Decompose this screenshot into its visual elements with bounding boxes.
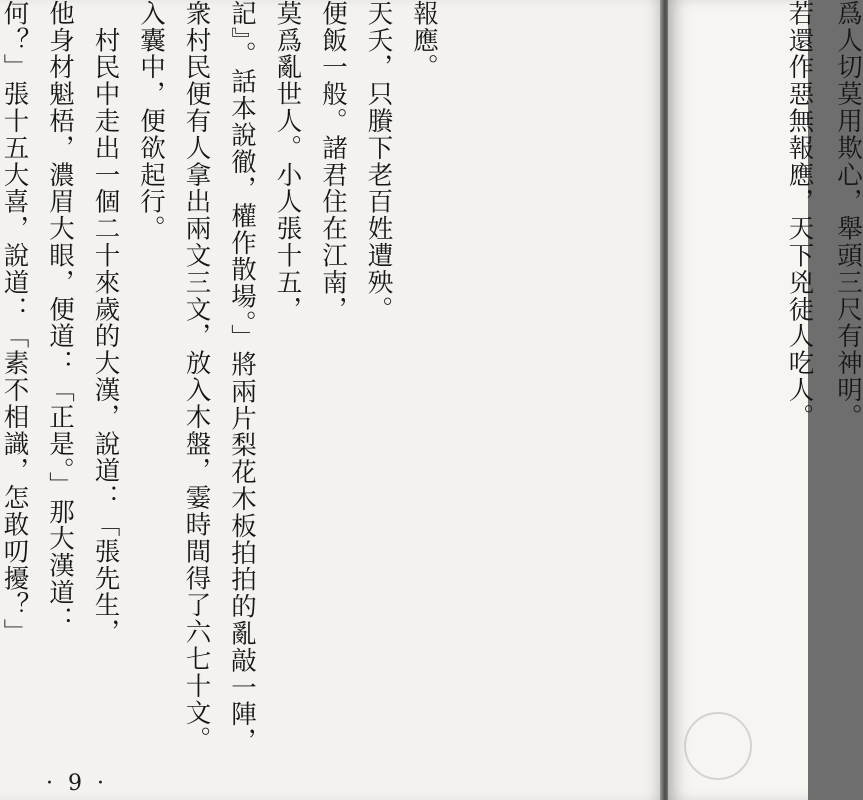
text-column: 記』。話本說徹，權作散場。」將兩片梨花木板拍拍的亂敲一陣， — [227, 0, 257, 755]
poem-column: 爲人切莫用欺心，舉頭三尺有神明。 — [833, 0, 863, 431]
watermark-seal — [684, 712, 752, 780]
text-column: 他身材魁梧，濃眉大眼，便道：「正是。」那大漢道： — [45, 0, 75, 633]
right-page — [668, 0, 863, 800]
text-column: 村民中走出一個二十來歲的大漢，說道：「張先生， — [90, 0, 121, 646]
text-column: 便飯一般。諸君住在江南， — [318, 0, 348, 323]
text-column: 衆村民便有人拿出兩文三文，放入木盤，霎時間得了六七十文。 — [181, 0, 212, 754]
text-column: 莫爲亂世人。小人張十五， — [272, 0, 303, 323]
text-column: 報應。 — [409, 0, 439, 81]
right-page-text — [763, 0, 863, 800]
text-column: 入囊中，便欲起行。 — [136, 0, 166, 243]
page-number: · 9 · — [46, 771, 108, 796]
text-column: 天夭，只賸下老百姓遭殃。 — [363, 0, 394, 323]
poem-column: 若還作惡無報應，天下兇徒人吃人。 — [784, 0, 815, 431]
text-column: 何？」張十五大喜，說道：「素不相識，怎敢叨擾？」 — [0, 0, 30, 646]
